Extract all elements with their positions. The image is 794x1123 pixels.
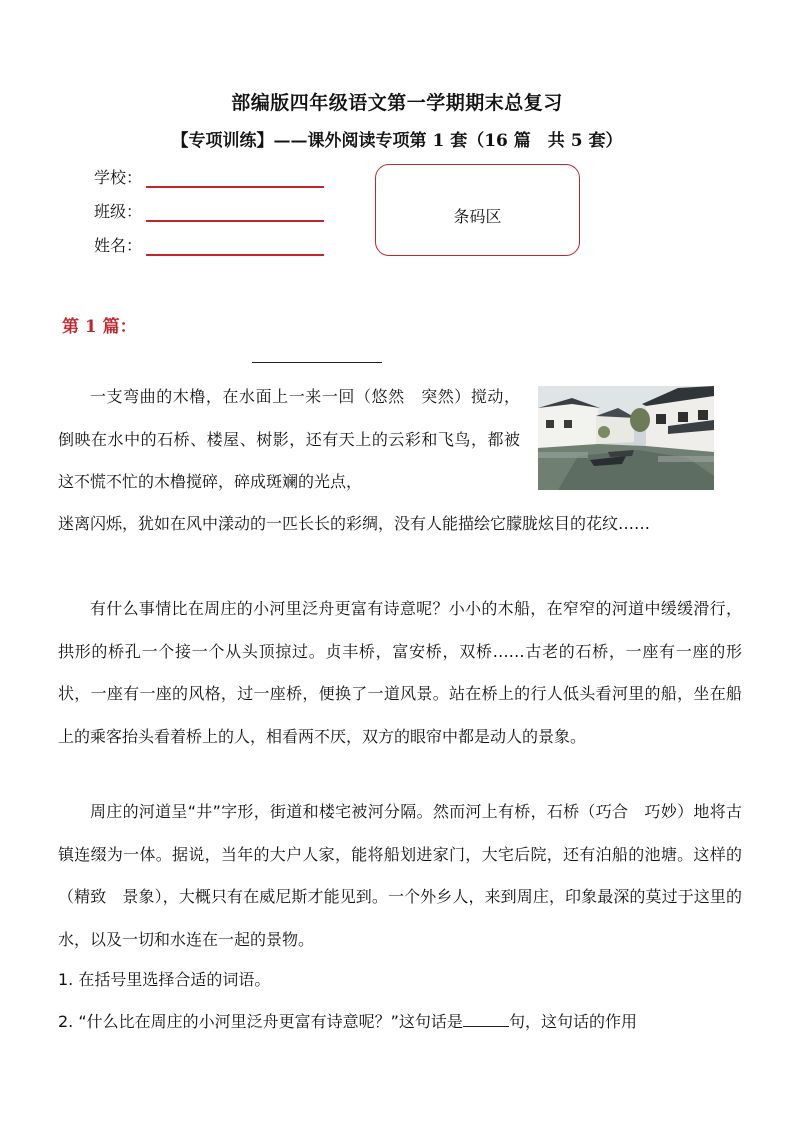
- question-2-text-before: 2. “什么比在周庄的小河里泛舟更富有诗意呢？”这句话是: [58, 1012, 463, 1031]
- school-blank[interactable]: [146, 168, 324, 188]
- question-1: 1. 在括号里选择合适的词语。: [58, 970, 271, 989]
- paragraph-1-continued: 迷离闪烁，犹如在风中漾动的一匹长长的彩绸，没有人能描绘它朦胧炫目的花纹……: [58, 514, 651, 533]
- document-title: 部编版四年级语文第一学期期末总复习: [231, 92, 563, 114]
- name-blank[interactable]: [146, 236, 324, 256]
- paragraph-1-wrapped: 一支弯曲的木橹，在水面上一来一回（悠然 突然）搅动，倒映在水中的石桥、楼屋、树影，还有天上的云彩和飞鸟，都被这不慌不忙的木橹搅碎，碎成斑斓的光点，: [58, 387, 520, 491]
- school-label: 学校：: [94, 168, 143, 187]
- question-2-text-after: 句，这句话的作用: [508, 1012, 637, 1031]
- class-label: 班级：: [94, 202, 143, 221]
- passage-title-blank[interactable]: [252, 362, 382, 363]
- canal-town-photo: [538, 386, 714, 490]
- name-row: [94, 232, 324, 256]
- school-row: [94, 164, 324, 188]
- question-2-blank[interactable]: [463, 1010, 509, 1027]
- name-label: 姓名：: [94, 236, 143, 255]
- paragraph-2: 有什么事情比在周庄的小河里泛舟更富有诗意呢？小小的木船，在窄窄的河道中缓缓滑行，拱形的桥孔一个接一个从头顶掠过。贞丰桥，富安桥，双桥……古老的石桥，一座有一座的形状，一座有一座的风格，过一座桥，便换了一道风景。站在桥上的行人低头看河里的船，坐在船上的乘客抬头看着桥上的人，相看两不厌，双方的眼帘中都是动人的景象。: [58, 599, 742, 746]
- paragraph-3: 周庄的河道呈“井”字形，街道和楼宅被河分隔。然而河上有桥，石桥（巧合 巧妙）地将古镇连缀为一体。据说，当年的大户人家，能将船划进家门，大宅后院，还有泊船的池塘。这样的（精致 景象），大概只有在威尼斯才能见到。一个外乡人，来到周庄，印象最深的莫过于这里的水，以及一切和水连在一起的景物。: [58, 802, 742, 949]
- section-heading: 第 1 篇：: [62, 317, 137, 337]
- barcode-label: 条码区: [453, 206, 502, 226]
- question-2: [58, 1008, 748, 1036]
- class-row: [94, 198, 324, 222]
- class-blank[interactable]: [146, 202, 324, 222]
- document-subtitle: 【专项训练】——课外阅读专项第 1 套（16 篇 共 5 套）: [171, 131, 623, 151]
- barcode-area: [375, 164, 580, 256]
